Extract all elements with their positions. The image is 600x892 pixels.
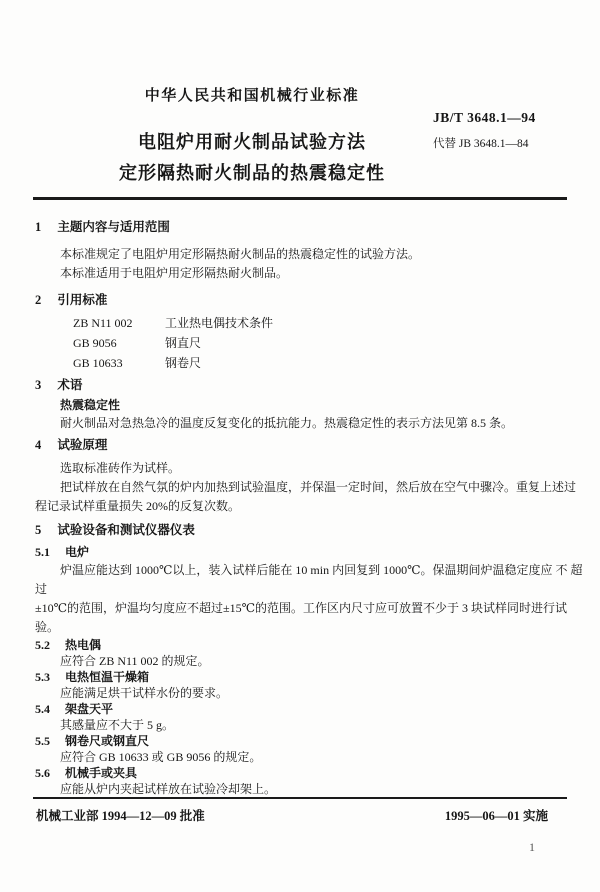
section-5-2-number: 5.2	[35, 638, 50, 652]
section-5-6-heading	[35, 765, 565, 781]
section-5-2-title: 热电偶	[65, 638, 102, 652]
section-3-heading	[35, 376, 565, 394]
standard-number: JB/T 3648.1—94	[433, 110, 536, 125]
section-3-title: 术语	[57, 378, 83, 392]
section-5-1-body-line-3: ±10℃的范围，炉温均匀度应不超过±15℃的范围。工作区内尺寸应可放置不少于 3 块试样同时进行试	[35, 601, 568, 615]
section-4-title: 试验原理	[57, 438, 108, 452]
section-1-heading	[35, 218, 565, 236]
document-body	[0, 218, 600, 797]
section-5-6-title: 机械手或夹具	[65, 766, 138, 780]
section-5-6-body: 应能从炉内夹起试样放在试验冷却架上。	[60, 782, 277, 796]
section-5-4-body: 其感量应不大于 5 g。	[60, 718, 175, 732]
standard-type-title: 中华人民共和国机械行业标准	[144, 88, 360, 104]
section-3-number: 3	[35, 378, 42, 392]
section-4-number: 4	[35, 438, 42, 452]
header-title-block	[22, 84, 482, 189]
referenced-standard-code: GB 10633	[73, 356, 123, 370]
section-5-1-heading	[35, 544, 565, 560]
referenced-standard-code: ZB N11 002	[73, 316, 133, 330]
referenced-standard-name: 钢直尺	[165, 336, 202, 350]
document-title-line2: 定形隔热耐火制品的热震稳定性	[119, 163, 385, 183]
header-divider-rule	[33, 197, 567, 200]
section-5-5-body: 应符合 GB 10633 或 GB 9056 的规定。	[60, 750, 262, 764]
section-5-heading	[35, 521, 565, 539]
section-4-paragraph-1: 选取标准砖作为试样。	[60, 461, 181, 475]
footer-divider-rule	[33, 797, 567, 799]
referenced-standard-name: 工业热电偶技术条件	[165, 316, 274, 330]
section-5-5-heading	[35, 733, 565, 749]
section-5-5-number: 5.5	[35, 734, 50, 748]
term-name: 热震稳定性	[60, 398, 121, 412]
section-5-1-number: 5.1	[35, 545, 50, 559]
section-4-paragraph-2-line-2: 程记录试样重量损失 20%的反复次数。	[35, 499, 240, 513]
section-5-2-body: 应符合 ZB N11 002 的规定。	[60, 654, 210, 668]
implementation-note: 1995—06—01 实施	[444, 809, 548, 823]
document-title	[22, 127, 482, 189]
page-number: 1	[529, 840, 535, 854]
section-5-number: 5	[35, 523, 42, 537]
approval-note: 机械工业部 1994—12—09 批准	[36, 809, 205, 823]
referenced-standard-row	[35, 333, 565, 353]
section-5-1-title: 电炉	[65, 545, 90, 559]
section-1-paragraph-1: 本标准规定了电阻炉用定形隔热耐火制品的热震稳定性的试验方法。	[60, 247, 421, 261]
section-2-title: 引用标准	[57, 293, 108, 307]
document-title-line1: 电阻炉用耐火制品试验方法	[138, 132, 366, 152]
section-5-1-body-line-2: 过	[35, 582, 48, 596]
section-5-3-heading	[35, 669, 565, 685]
section-5-title: 试验设备和测试仪器仪表	[57, 523, 195, 537]
document-footer	[36, 806, 548, 824]
section-4-heading	[35, 436, 565, 454]
section-5-4-number: 5.4	[35, 702, 50, 716]
section-5-2-heading	[35, 637, 565, 653]
document-header	[0, 0, 600, 197]
section-5-1-body-line-4: 验。	[35, 620, 60, 634]
referenced-standard-row	[35, 353, 565, 373]
section-5-6-number: 5.6	[35, 766, 50, 780]
section-5-4-title: 架盘天平	[65, 702, 114, 716]
section-1-paragraph-2: 本标准适用于电阻炉用定形隔热耐火制品。	[60, 266, 289, 280]
section-5-3-title: 电热恒温干燥箱	[65, 670, 150, 684]
standard-number-block	[433, 110, 536, 151]
section-5-5-title: 钢卷尺或钢直尺	[65, 734, 150, 748]
section-5-3-body: 应能满足烘干试样水份的要求。	[60, 686, 229, 700]
section-5-3-number: 5.3	[35, 670, 50, 684]
section-1-title: 主题内容与适用范围	[57, 220, 170, 234]
referenced-standard-code: GB 9056	[73, 336, 117, 350]
term-definition: 耐火制品对急热急冷的温度反复变化的抵抗能力。热震稳定性的表示方法见第 8.5 条。	[60, 416, 514, 430]
replaces-note: 代替 JB 3648.1—84	[433, 138, 529, 150]
section-4-paragraph-2-line-1: 把试样放在自然气氛的炉内加热到试验温度，并保温一定时间，然后放在空气中骤冷。重复上述过	[60, 480, 577, 494]
referenced-standard-row	[35, 313, 565, 333]
section-2-heading	[35, 291, 565, 309]
section-2-number: 2	[35, 293, 42, 307]
section-1-number: 1	[35, 220, 42, 234]
referenced-standard-name: 钢卷尺	[165, 356, 202, 370]
section-5-1-body-line-1: 炉温应能达到 1000℃以上，装入试样后能在 10 min 内回复到 1000℃。保温期间炉温稳定度应 不 超	[60, 563, 583, 577]
section-5-4-heading	[35, 701, 565, 717]
